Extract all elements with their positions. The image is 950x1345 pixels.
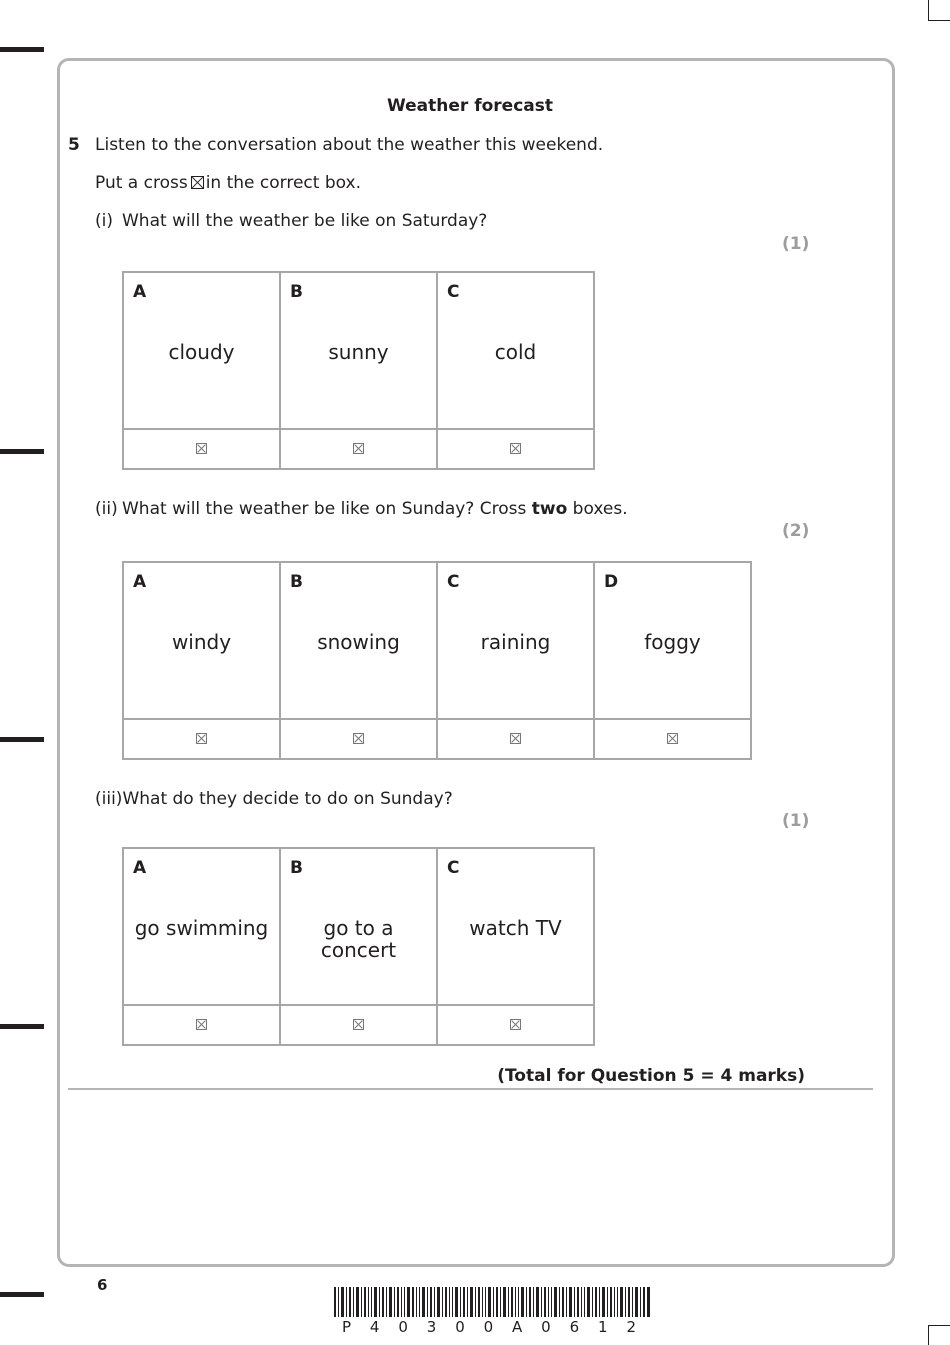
option-cell <box>595 563 750 718</box>
option-letter: B <box>290 572 303 592</box>
barcode-char: A <box>512 1318 523 1336</box>
answer-checkbox[interactable] <box>196 443 207 454</box>
option-cell <box>438 563 593 718</box>
barcode-char: 4 <box>369 1318 380 1336</box>
option-text: raining <box>480 630 551 654</box>
part-text-bold: two <box>531 499 568 519</box>
option-cell <box>438 273 593 428</box>
option-text: snowing <box>317 630 400 654</box>
barcode-char: 0 <box>455 1318 465 1336</box>
part-text: What will the weather be like on Saturday? <box>122 211 488 231</box>
option-text: cloudy <box>168 340 235 364</box>
barcode-char: 0 <box>541 1318 551 1336</box>
option-cell <box>124 849 279 1004</box>
option-letter: C <box>447 858 460 878</box>
barcode-char: 2 <box>626 1318 636 1336</box>
option-letter: A <box>133 572 147 592</box>
answer-checkbox[interactable] <box>510 1019 521 1030</box>
part-text: What will the weather be like on Sunday? Cross <box>122 499 527 519</box>
margin-mark <box>0 1024 44 1029</box>
answer-checkbox[interactable] <box>196 733 207 744</box>
option-letter: C <box>447 572 460 592</box>
part-text: What do they decide to do on Sunday? <box>122 789 453 809</box>
page-title: Weather forecast <box>387 96 553 116</box>
part-text-after: boxes. <box>572 499 628 519</box>
option-text: cold <box>494 340 537 364</box>
marks-label: (1) <box>782 234 810 254</box>
margin-mark <box>0 47 44 52</box>
option-letter: C <box>447 282 460 302</box>
crossed-box-icon <box>191 176 204 189</box>
option-text: watch TV <box>469 916 562 940</box>
option-cell <box>438 849 593 1004</box>
part-label: (i) <box>95 211 113 231</box>
answer-checkbox[interactable] <box>353 733 364 744</box>
barcode-char: 0 <box>398 1318 408 1336</box>
option-cell <box>281 849 436 1004</box>
option-cell <box>281 563 436 718</box>
answer-grid-saturday <box>122 271 595 470</box>
option-text: foggy <box>644 630 701 654</box>
barcode-char: P <box>342 1318 352 1336</box>
answer-grid-activity <box>122 847 595 1046</box>
margin-mark <box>0 1292 44 1297</box>
option-cell <box>124 273 279 428</box>
divider <box>68 1088 873 1090</box>
barcode-char: 3 <box>426 1318 437 1336</box>
question-total: (Total for Question 5 = 4 marks) <box>497 1066 805 1086</box>
page-number: 6 <box>97 1276 108 1294</box>
option-letter: B <box>290 858 303 878</box>
answer-grid-sunday <box>122 561 752 760</box>
part-iii-question <box>95 789 453 809</box>
option-cell <box>124 563 279 718</box>
question-number: 5 <box>68 135 80 155</box>
option-text: sunny <box>328 340 389 364</box>
option-letter: A <box>133 282 147 302</box>
option-letter: B <box>290 282 303 302</box>
barcode-char: 1 <box>598 1318 608 1336</box>
answer-checkbox[interactable] <box>353 443 364 454</box>
part-label: (iii) <box>95 789 123 809</box>
answer-checkbox[interactable] <box>196 1019 207 1030</box>
crop-mark <box>928 20 950 21</box>
answer-checkbox[interactable] <box>510 443 521 454</box>
marks-label: (1) <box>782 811 810 831</box>
answer-checkbox[interactable] <box>667 733 678 744</box>
crop-mark <box>928 1325 950 1326</box>
marks-label: (2) <box>782 521 810 541</box>
question-instruction: Listen to the conversation about the weather this weekend. <box>95 135 604 155</box>
option-text: go to a concert <box>320 916 397 962</box>
option-letter: A <box>133 858 147 878</box>
cross-instruction-before: Put a cross <box>95 173 188 193</box>
option-text: go swimming <box>134 916 269 940</box>
barcode-char: 6 <box>569 1318 580 1336</box>
part-ii-question <box>95 499 628 519</box>
barcode-char: 0 <box>483 1318 494 1336</box>
answer-checkbox[interactable] <box>353 1019 364 1030</box>
cross-instruction <box>95 173 361 193</box>
barcode <box>334 1287 650 1317</box>
option-letter: D <box>604 572 619 592</box>
crop-mark <box>928 1325 929 1345</box>
crop-mark <box>928 0 929 20</box>
option-text: windy <box>171 630 232 654</box>
cross-instruction-after: in the correct box. <box>205 173 361 193</box>
barcode-text <box>334 1318 650 1336</box>
margin-mark <box>0 737 44 742</box>
margin-mark <box>0 449 44 454</box>
answer-checkbox[interactable] <box>510 733 521 744</box>
option-cell <box>281 273 436 428</box>
part-label: (ii) <box>95 499 118 519</box>
part-i-question <box>95 211 487 231</box>
